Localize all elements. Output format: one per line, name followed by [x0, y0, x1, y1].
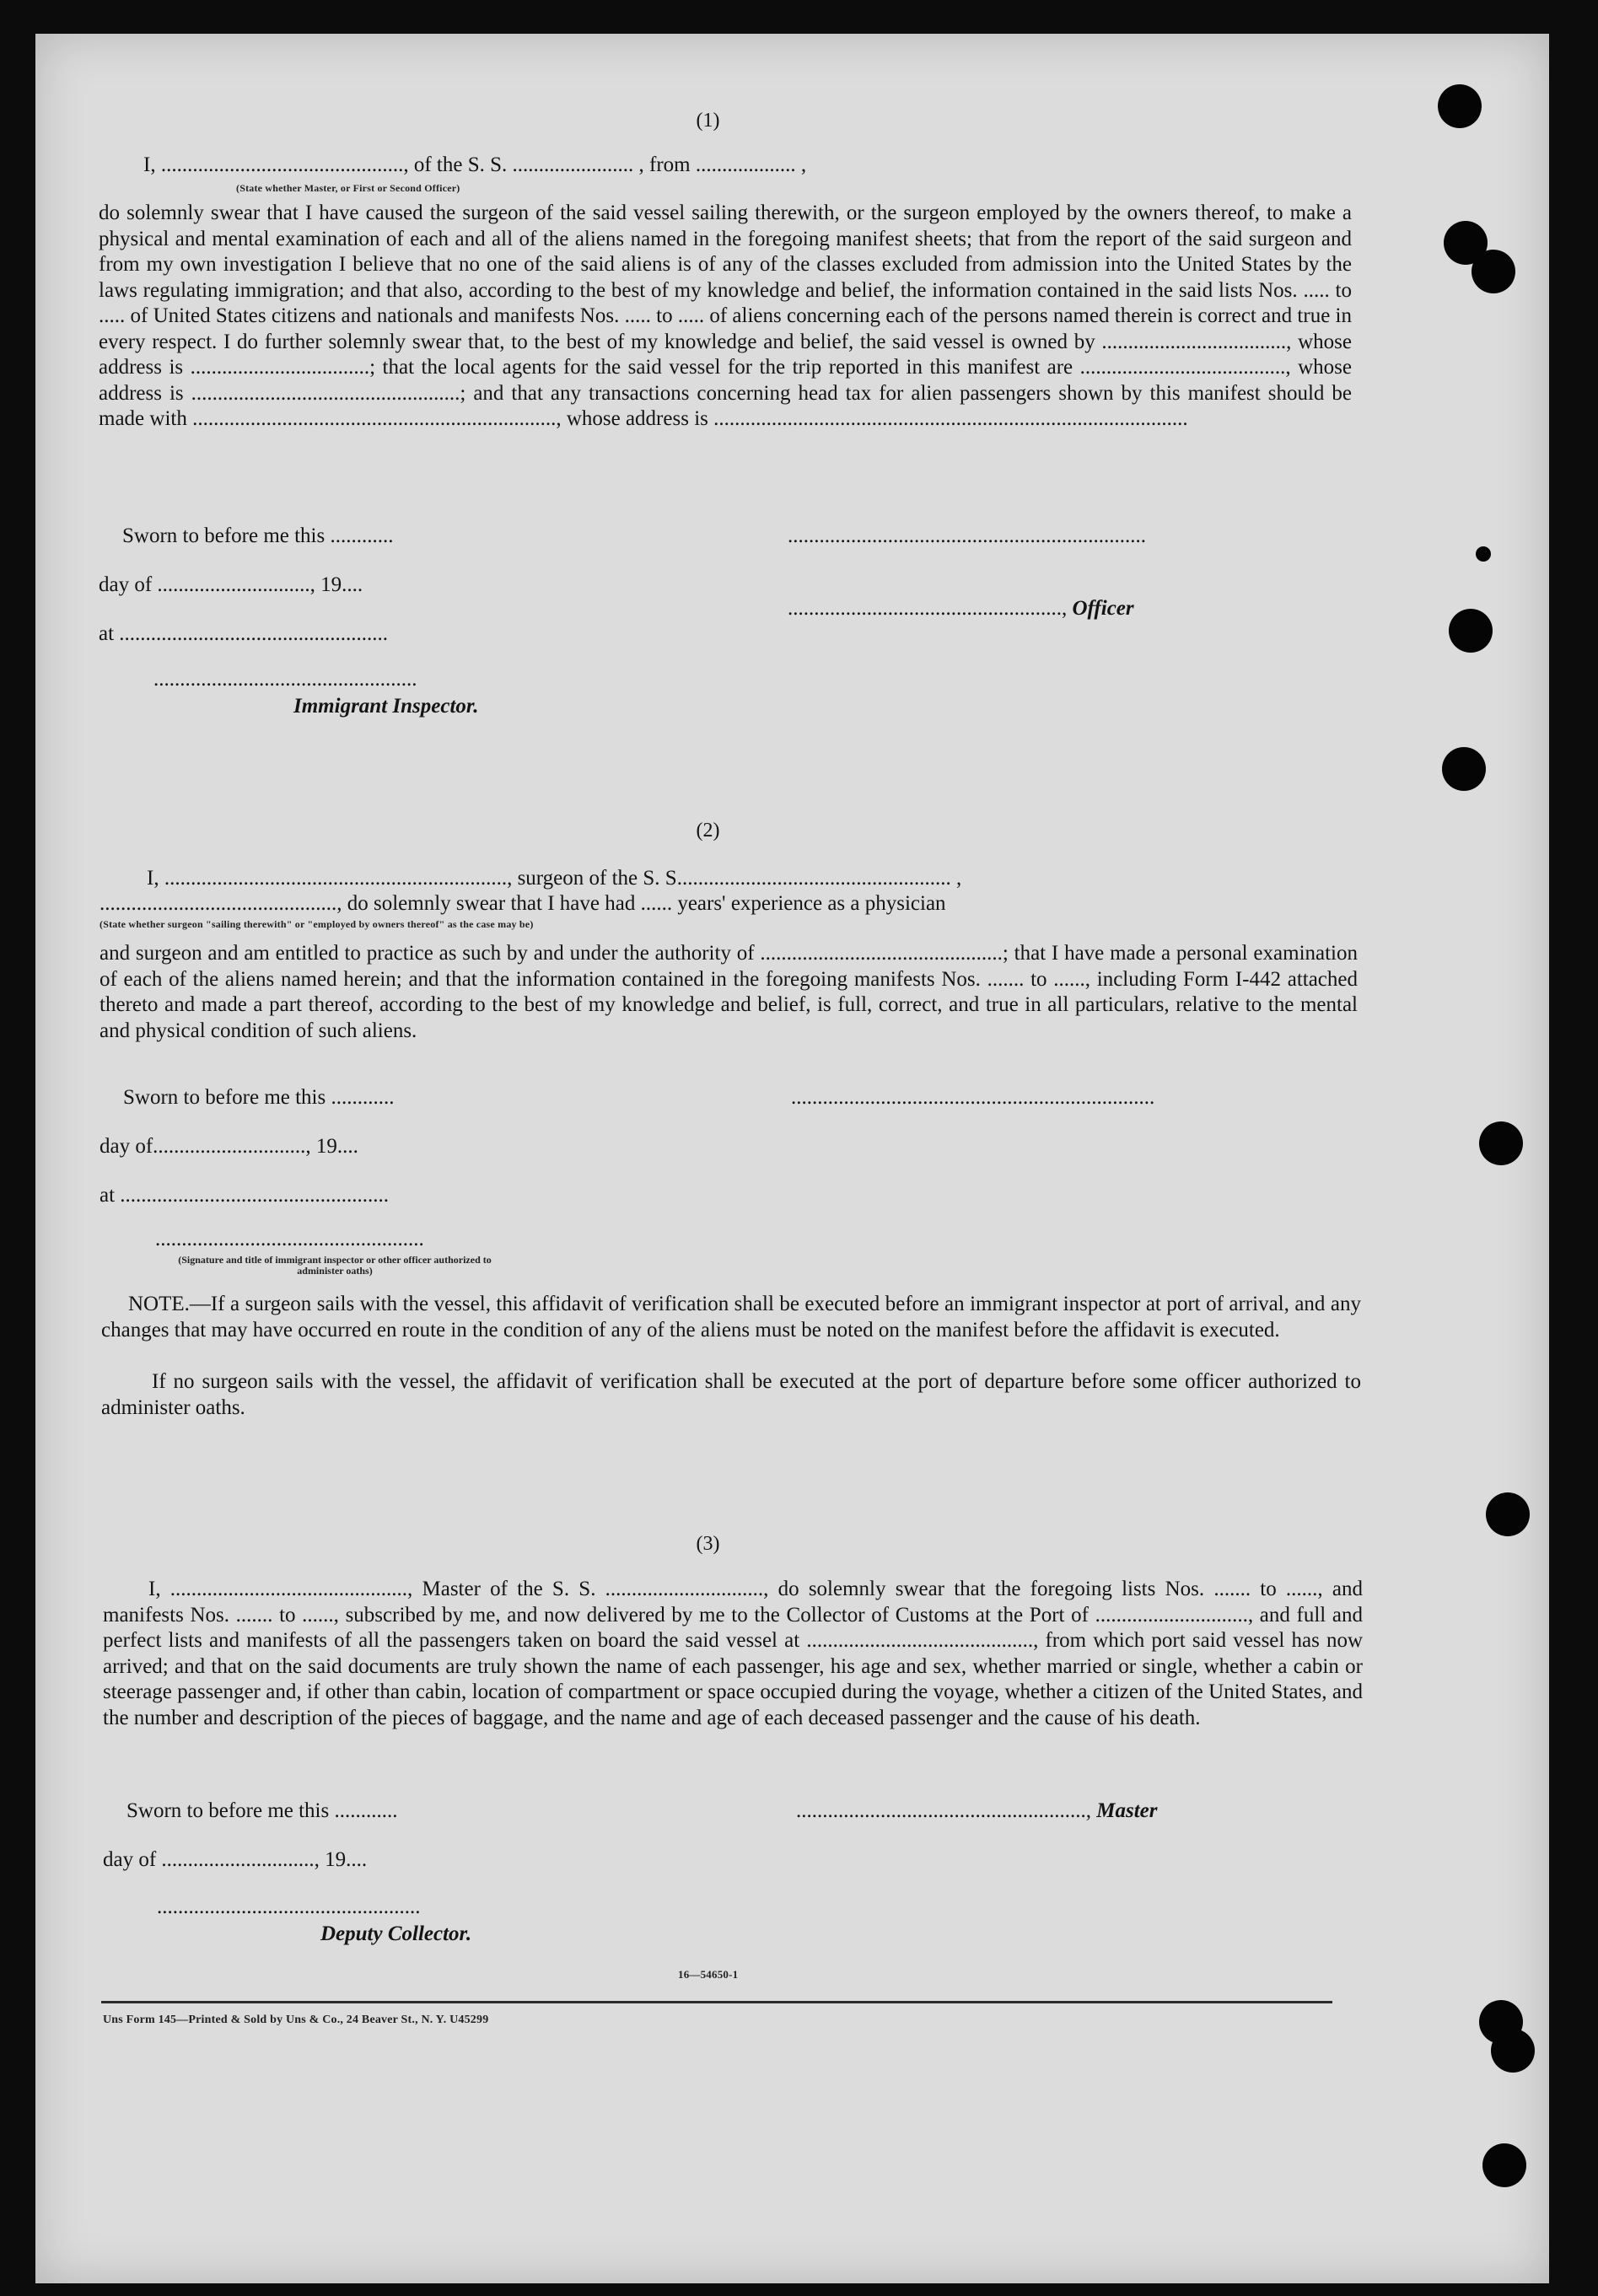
section-2-note: NOTE.—If a surgeon sails with the vessel, this affidavit of verification shall be executed before an immigrant inspector at port of arrival, and any changes that may have occurred en route in the condition of any of the aliens must be noted on the manifest before the affidavit is executed.: [101, 1293, 1361, 1342]
section-2-line2: ............................................., do solemnly swear that I have had ...... years' experience as a physician: [100, 892, 946, 915]
section-1-immigrant-inspector: Immigrant Inspector.: [293, 695, 479, 718]
form-code: 16—54650-1: [678, 1968, 739, 1981]
section-1-officer-dots: ....................................................................: [788, 524, 1146, 547]
section-2-surgeon-note: (State whether surgeon "sailing therewith" or "employed by owners thereof" as the case may be): [100, 918, 534, 930]
section-2-signature-note: (Signature and title of immigrant inspector or other officer authorized to administer oaths): [178, 1254, 492, 1277]
section-3-day: day of ............................., 19....: [103, 1848, 368, 1871]
section-3-number: (3): [696, 1533, 720, 1555]
punch-hole: [1482, 2143, 1526, 2187]
section-1-at: at ...................................................: [99, 622, 389, 645]
section-2-body: and surgeon and am entitled to practice as such by and under the authority of ..............................................; that I have made a personal examination of each of the aliens named herein; and that the information contained in the foregoing manifests Nos. ....... to ......, including Form I-442 attached thereto and made a part thereof, according to the best of my knowledge and belief, is full, correct, and true in all particulars, relative to the mental and physical condition of such aliens.: [100, 942, 1358, 1042]
section-2-signature-dots: ...................................................: [155, 1228, 424, 1250]
punch-hole: [1476, 546, 1491, 562]
manifest-page: [35, 34, 1549, 2283]
master-signature-dots: .......................................................: [796, 1799, 1086, 1822]
section-3-deputy-collector: Deputy Collector.: [320, 1922, 472, 1945]
section-1-oath-line: I, .............................................., of the S. S. ....................... , from ................... ,: [143, 153, 807, 176]
section-2-right-dots: .....................................................................: [791, 1086, 1155, 1109]
officer-label: Officer: [1072, 597, 1134, 620]
section-3-body: I, ............................................., Master of the S. S. .............................., do solemnly swear that the foregoing lists Nos. ....... to ......, and manifests Nos. ....... to ......, subscribed by me, and now delivered by me to the Collector of Customs at the Port of ............................., and full and perfect lists and manifests of all the passengers taken on board the said vessel at ..........................................., from which port said vessel has now arrived; and that on the said documents are truly shown the name of each passenger, his age and sex, whether married or single, whether a cabin or steerage passenger and, if other than cabin, location of compartment or space occupied during the voyage, whether a citizen of the United States, and the number and description of the pieces of baggage, and the name and age of each deceased passenger and the cause of his death.: [103, 1578, 1363, 1729]
section-1-body: do solemnly swear that I have caused the surgeon of the said vessel sailing therewith, or the surgeon employed by the owners thereof, to make a physical and mental examination of each and all of the aliens named in the foregoing manifest sheets; that from the report of the said surgeon and from my own investigation I believe that no one of the said aliens is of any of the classes excluded from admission into the United States by the laws regulating immigration; and that also, according to the best of my knowledge and belief, the information contained in the said lists Nos. ..... to ..... of United States citizens and nationals and manifests Nos. ..... to ..... of aliens concerning each of the persons named therein is correct and true in every respect. I do further solemnly swear that, to the best of my knowledge and belief, the said vessel is owned by ..................................., whose address is ..................................; that the local agents for the said vessel for the trip reported in this manifest are ......................................., whose address is ...................................................; and that any transactions concerning head tax for alien passengers shown by this manifest should be made with ....................................................................., whose address is ..........................................................................................: [99, 202, 1352, 430]
section-2-sworn: Sworn to before me this ............: [123, 1086, 395, 1109]
section-3-signature-dots: ..................................................: [157, 1895, 421, 1918]
section-2-line1: I, ................................................................., surgeon of the S. S.................................................... ,: [147, 867, 962, 890]
punch-hole: [1449, 609, 1493, 653]
punch-hole: [1442, 747, 1486, 791]
section-3-sworn: Sworn to before me this ............: [126, 1799, 398, 1822]
punch-hole: [1479, 1121, 1523, 1165]
master-label: Master: [1096, 1799, 1158, 1822]
section-1-officer-note: (State whether Master, or First or Second Officer): [236, 182, 460, 194]
section-1-number: (1): [696, 110, 720, 132]
footer-rule: [101, 2001, 1332, 2003]
section-3-master-signature: ......................................................., Master: [796, 1799, 1158, 1822]
section-2-day: day of............................., 19....: [100, 1135, 358, 1158]
section-1-day: day of ............................., 19....: [99, 573, 363, 596]
punch-hole: [1472, 250, 1515, 293]
officer-signature-dots: ....................................................: [788, 597, 1062, 620]
section-2-at: at ...................................................: [100, 1184, 390, 1207]
section-2-note-2: If no surgeon sails with the vessel, the affidavit of verification shall be executed at the port of departure before some officer authorized to administer oaths.: [101, 1370, 1361, 1419]
section-1-sworn: Sworn to before me this ............: [122, 524, 394, 547]
punch-hole: [1491, 2029, 1535, 2073]
section-1-signature-dots: ..................................................: [153, 668, 417, 691]
printer-footer: Uns Form 145—Printed & Sold by Uns & Co., 24 Beaver St., N. Y. U45299: [103, 2014, 489, 2026]
section-1-officer-signature: ...................................................., Officer: [788, 597, 1134, 620]
punch-hole: [1486, 1492, 1530, 1536]
section-2-number: (2): [696, 820, 720, 842]
punch-hole: [1438, 84, 1482, 128]
